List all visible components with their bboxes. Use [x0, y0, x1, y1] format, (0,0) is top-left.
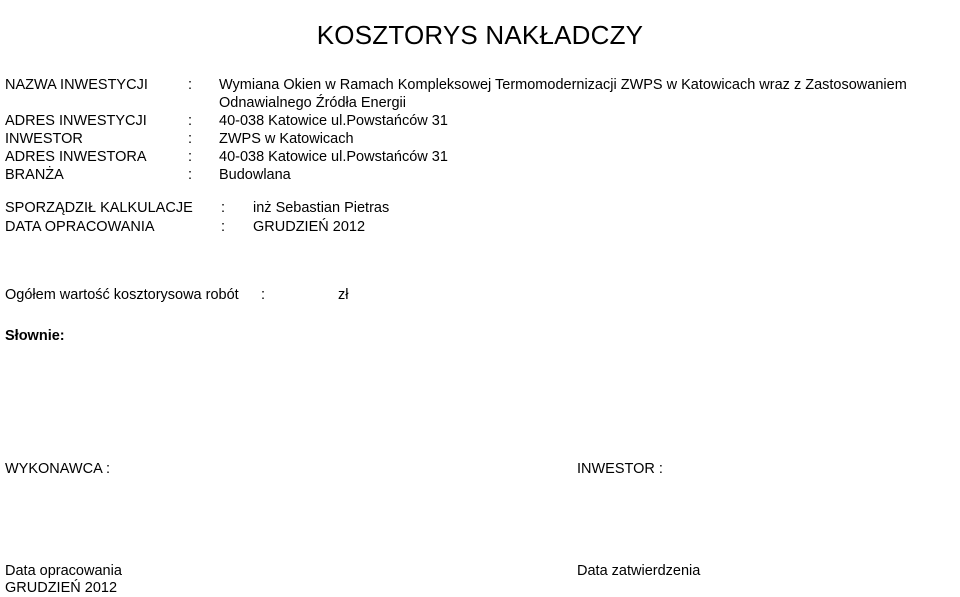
field-colon: :	[188, 149, 193, 165]
total-value-colon: :	[261, 287, 266, 303]
preparation-date-label: Data opracowania	[5, 563, 122, 579]
field-label: ADRES INWESTORA	[5, 149, 147, 165]
field-value-continued: Odnawialnego Źródła Energii	[219, 95, 406, 111]
field-label: BRANŻA	[5, 167, 64, 183]
field-value: Budowlana	[219, 167, 291, 183]
field-label: NAZWA INWESTYCJI	[5, 77, 148, 93]
field-prepared-by	[0, 199, 960, 217]
in-words-label: Słownie:	[5, 328, 65, 344]
total-value-row	[0, 286, 960, 304]
field-branch	[0, 166, 960, 184]
field-value: GRUDZIEŃ 2012	[253, 219, 366, 235]
field-label: SPORZĄDZIŁ KALKULACJE	[5, 200, 193, 216]
field-value: Wymiana Okien w Ramach Kompleksowej Termomodernizacji ZWPS w Katowicach wraz z Zastosowaniem	[219, 77, 907, 93]
field-investment-name	[0, 76, 960, 112]
document-title: KOSZTORYS NAKŁADCZY	[316, 20, 644, 50]
field-colon: :	[188, 113, 193, 129]
field-label: DATA OPRACOWANIA	[5, 219, 155, 235]
field-value: inż Sebastian Pietras	[253, 200, 390, 216]
field-colon: :	[221, 200, 226, 216]
field-investor-address	[0, 148, 960, 166]
field-colon: :	[188, 167, 193, 183]
preparation-date-value: GRUDZIEŃ 2012	[5, 580, 118, 596]
field-investment-address	[0, 112, 960, 130]
contractor-label: WYKONAWCA :	[5, 461, 110, 477]
field-value: 40-038 Katowice ul.Powstańców 31	[219, 113, 448, 129]
field-value: ZWPS w Katowicach	[219, 131, 354, 147]
field-preparation-date	[0, 218, 960, 236]
field-colon: :	[221, 219, 226, 235]
field-label: INWESTOR	[5, 131, 83, 147]
approval-date-label: Data zatwierdzenia	[577, 563, 701, 579]
field-investor	[0, 130, 960, 148]
investor-signature-label: INWESTOR :	[577, 461, 663, 477]
field-colon: :	[188, 77, 193, 93]
total-value-label: Ogółem wartość kosztorysowa robót	[5, 287, 239, 303]
field-label: ADRES INWESTYCJI	[5, 113, 147, 129]
total-value-currency: zł	[338, 287, 349, 303]
field-colon: :	[188, 131, 193, 147]
field-value: 40-038 Katowice ul.Powstańców 31	[219, 149, 448, 165]
